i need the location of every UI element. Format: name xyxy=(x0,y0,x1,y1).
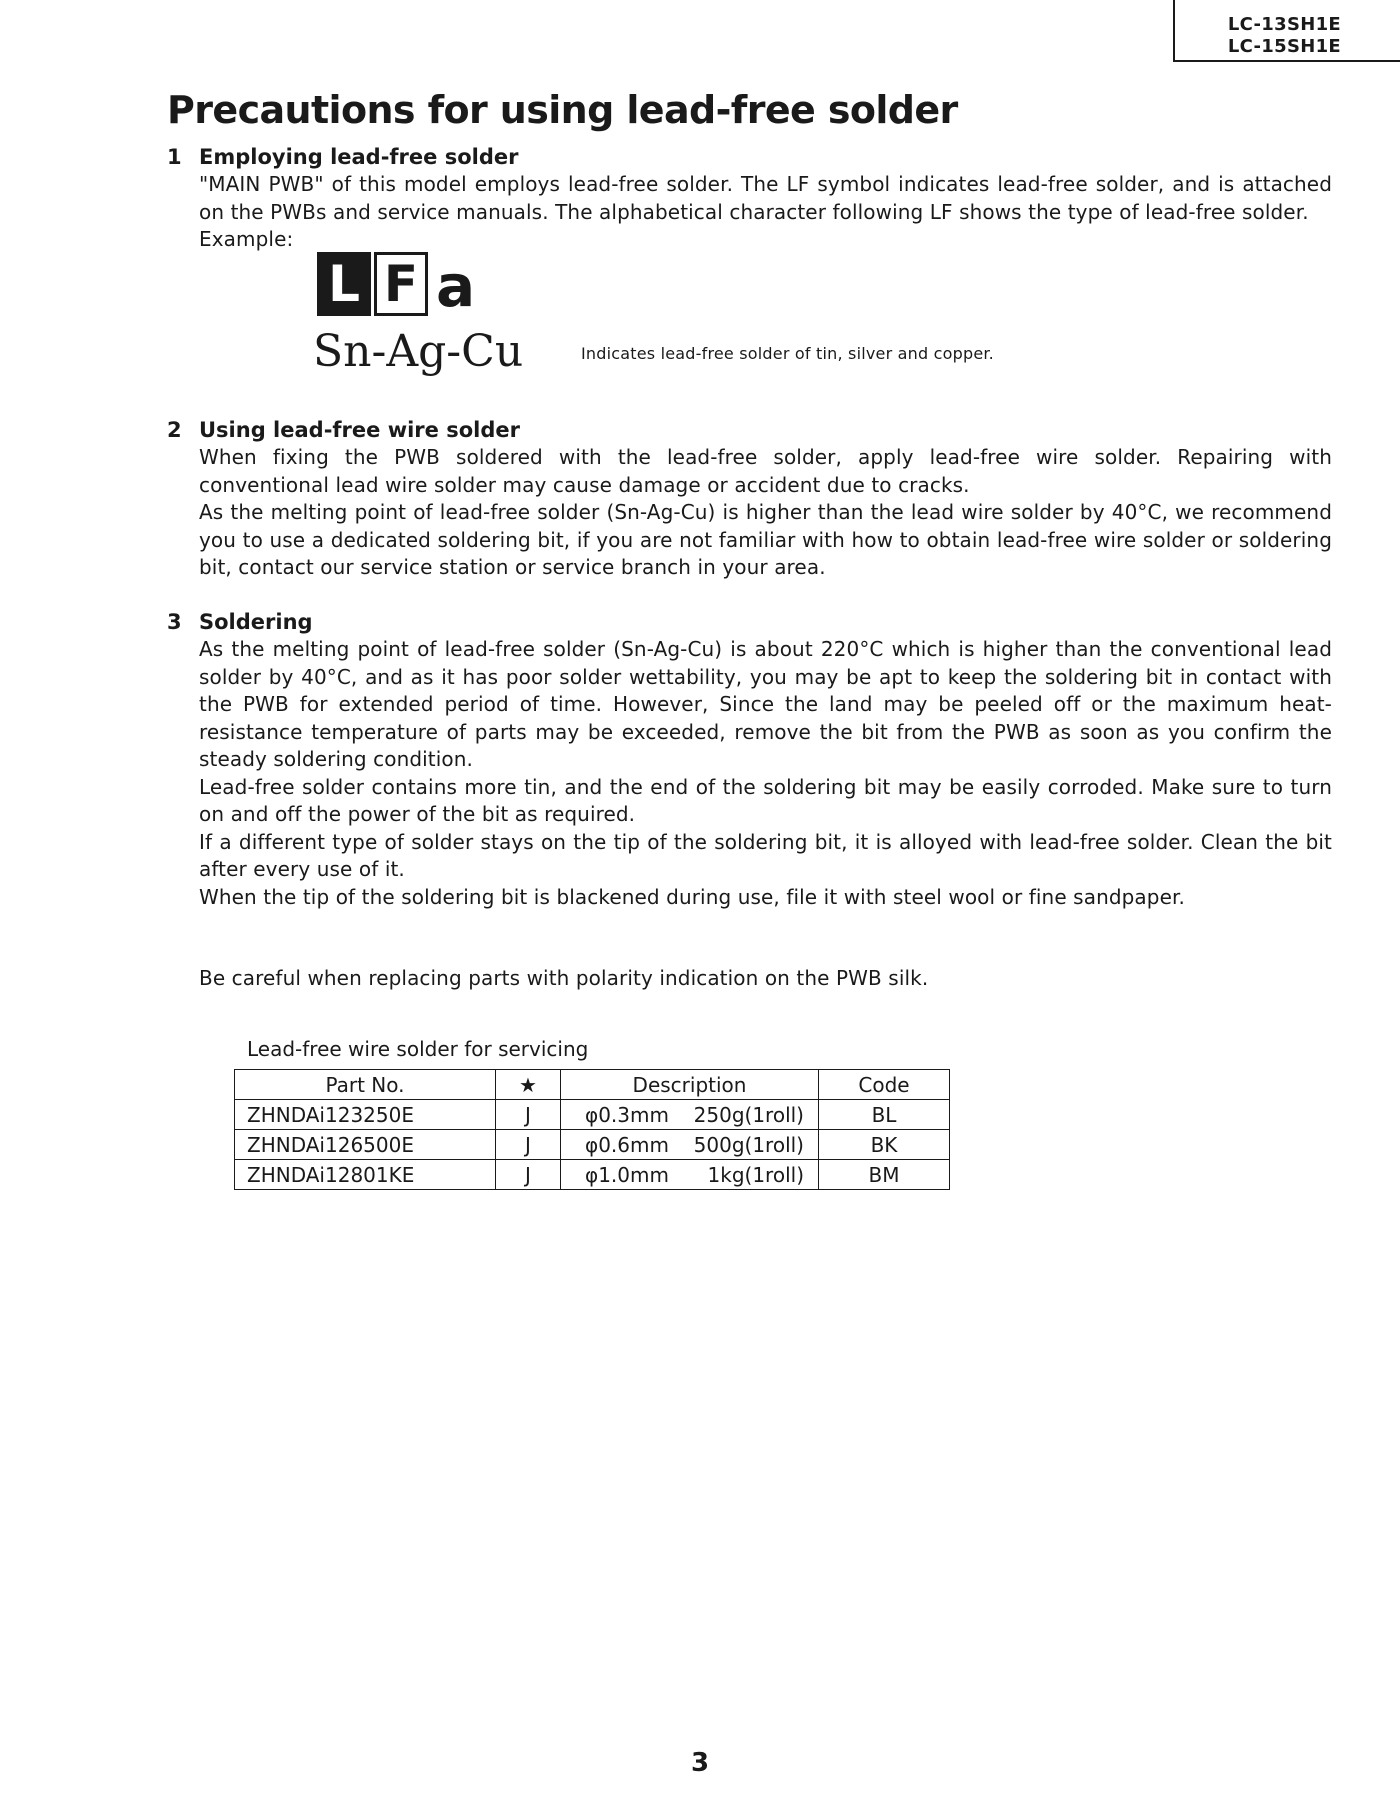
model-number: LC-13SH1E xyxy=(1227,14,1341,35)
weight: 1kg(1roll) xyxy=(707,1162,804,1187)
section-number: 1 xyxy=(167,145,182,169)
logo-letter-a: a xyxy=(436,252,476,320)
section-number: 2 xyxy=(167,418,182,442)
code-cell: BK xyxy=(819,1130,950,1160)
star-cell: J xyxy=(496,1130,561,1160)
model-number: LC-15SH1E xyxy=(1227,36,1341,57)
weight: 250g(1roll) xyxy=(693,1102,804,1127)
solder-formula-note: Indicates lead-free solder of tin, silver and copper. xyxy=(581,344,994,363)
section-number: 3 xyxy=(167,610,182,634)
section-soldering xyxy=(167,608,1332,911)
part-number-cell: ZHNDAi123250E xyxy=(235,1100,496,1130)
description-cell xyxy=(561,1130,819,1160)
code-cell: BL xyxy=(819,1100,950,1130)
code-cell: BM xyxy=(819,1160,950,1190)
table-row xyxy=(235,1100,950,1130)
section-heading xyxy=(167,608,1332,636)
table-header-row xyxy=(235,1070,950,1100)
section-heading xyxy=(167,143,1332,171)
table-row xyxy=(235,1130,950,1160)
solder-formula: Sn-Ag-Cu xyxy=(313,326,524,377)
section-heading xyxy=(167,416,1332,444)
column-header-code: Code xyxy=(819,1070,950,1100)
table-row xyxy=(235,1160,950,1190)
paragraph: As the melting point of lead-free solder (Sn-Ag-Cu) is about 220°C which is higher than the conventional lead solder by 40°C, and as it has poor solder wettability, you may be apt to keep the soldering bit in contact with the PWB for extended period of time. However, Since the land may be peeled off or the maximum heat-resistance temperature of parts may be exceeded, remove the bit from the PWB as soon as you confirm the steady soldering condition. xyxy=(199,637,1332,771)
section-title: Soldering xyxy=(199,610,313,634)
column-header-star: ★ xyxy=(496,1070,561,1100)
section-body xyxy=(199,171,1332,254)
table-caption: Lead-free wire solder for servicing xyxy=(247,1037,589,1061)
section-title: Using lead-free wire solder xyxy=(199,418,520,442)
description-cell xyxy=(561,1160,819,1190)
column-header-part-no: Part No. xyxy=(235,1070,496,1100)
lead-free-logo xyxy=(317,250,475,318)
polarity-note: Be careful when replacing parts with polarity indication on the PWB silk. xyxy=(199,966,929,990)
solder-table xyxy=(234,1069,950,1190)
paragraph: When fixing the PWB soldered with the lead-free solder, apply lead-free wire solder. Repairing with conventional lead wire solder may cause damage or accident due to cracks. xyxy=(199,445,1332,497)
page-title: Precautions for using lead-free solder xyxy=(167,88,958,132)
star-cell: J xyxy=(496,1100,561,1130)
paragraph: "MAIN PWB" of this model employs lead-free solder. The LF symbol indicates lead-free solder, and is attached on the PWBs and service manuals. The alphabetical character following LF shows the type of lead-free solder. xyxy=(199,172,1332,224)
section-using-lead-free-wire-solder xyxy=(167,416,1332,582)
section-title: Employing lead-free solder xyxy=(199,145,519,169)
star-cell: J xyxy=(496,1160,561,1190)
weight: 500g(1roll) xyxy=(693,1132,804,1157)
section-body xyxy=(199,636,1332,911)
paragraph: Lead-free solder contains more tin, and the end of the soldering bit may be easily corroded. Make sure to turn on and off the power of the bit as required. xyxy=(199,774,1332,826)
part-number-cell: ZHNDAi12801KE xyxy=(235,1160,496,1190)
paragraph: If a different type of solder stays on the tip of the soldering bit, it is alloyed with lead-free solder. Clean the bit after every use of it. xyxy=(199,829,1332,881)
section-body xyxy=(199,444,1332,582)
diameter: φ0.3mm xyxy=(585,1102,669,1127)
logo-letter-f: F xyxy=(374,252,428,316)
page-number: 3 xyxy=(690,1748,710,1778)
part-number-cell: ZHNDAi126500E xyxy=(235,1130,496,1160)
diameter: φ1.0mm xyxy=(585,1162,669,1187)
diameter: φ0.6mm xyxy=(585,1132,669,1157)
paragraph: As the melting point of lead-free solder (Sn-Ag-Cu) is higher than the lead wire solder by 40°C, we recommend you to use a dedicated soldering bit, if you are not familiar with how to obtain lead-free wire solder or soldering bit, contact our service station or service branch in your area. xyxy=(199,500,1332,579)
section-employing-lead-free-solder xyxy=(167,143,1332,254)
model-number-box xyxy=(1173,0,1400,62)
description-cell xyxy=(561,1100,819,1130)
logo-letter-l: L xyxy=(317,252,371,316)
paragraph: When the tip of the soldering bit is blackened during use, file it with steel wool or fine sandpaper. xyxy=(199,884,1185,909)
column-header-description: Description xyxy=(561,1070,819,1100)
paragraph: Example: xyxy=(199,227,294,251)
